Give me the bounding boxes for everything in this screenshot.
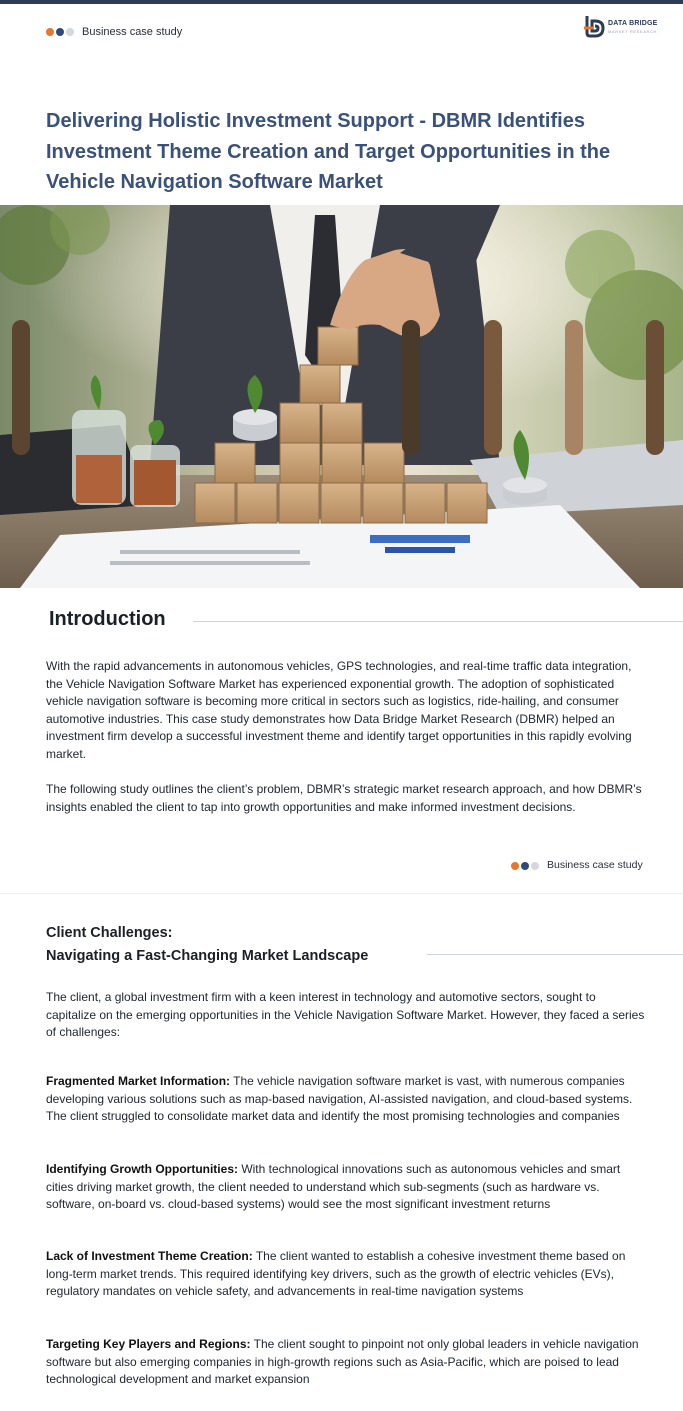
introduction-heading: Introduction bbox=[49, 608, 166, 630]
challenge-item-text: The client wanted to establish a cohesive investment theme based on long-term market trends. This required identifying key drivers, such as the growth of electric vehicles (EVs), regulatory mandates on vehicle safety, and advancements in real-time navigation systems bbox=[46, 1249, 626, 1299]
challenge-item-text: The client sought to pinpoint not only global leaders in vehicle navigation software but also emerging companies in high-growth regions such as Asia-Pacific, which are poised to lead technological development and market expansion bbox=[46, 1337, 639, 1387]
brand-dots-icon bbox=[511, 862, 539, 870]
logo-tagline: MARKET RESEARCH bbox=[608, 29, 657, 34]
challenges-heading-line-2: Navigating a Fast-Changing Market Landscape bbox=[46, 948, 369, 964]
hand-stacking-blocks-icon bbox=[0, 205, 683, 588]
page-title: Delivering Holistic Investment Support - DBMR Identifies Investment Theme Creation and Target Opportunities in the Vehicle Navigation Software Market bbox=[46, 110, 611, 193]
section-footer-tag bbox=[511, 859, 661, 873]
introduction-heading-rule bbox=[193, 621, 683, 622]
document-type-label: Business case study bbox=[82, 26, 183, 38]
brand-dots-icon bbox=[46, 28, 74, 36]
page-header bbox=[46, 20, 658, 44]
challenge-item-title: Targeting Key Players and Regions: bbox=[46, 1337, 251, 1351]
challenge-item bbox=[46, 1073, 650, 1126]
company-logo bbox=[584, 14, 658, 40]
challenges-intro: The client, a global investment firm with a keen interest in technology and automotive sectors, sought to capitalize on the emerging opportunities in the Vehicle Navigation Software Market. However, they faced a series of challenges: bbox=[46, 990, 645, 1040]
document-type-label: Business case study bbox=[547, 859, 643, 871]
hero-image bbox=[0, 205, 683, 588]
top-accent-bar bbox=[0, 0, 683, 4]
challenge-item bbox=[46, 1161, 650, 1214]
page-divider bbox=[0, 893, 683, 894]
challenge-item-title: Lack of Investment Theme Creation: bbox=[46, 1249, 253, 1263]
logo-mark-icon bbox=[584, 14, 606, 38]
challenges-heading-rule bbox=[427, 954, 683, 955]
challenge-item-title: Fragmented Market Information: bbox=[46, 1074, 231, 1088]
challenge-item-text: The vehicle navigation software market is vast, with numerous companies developing various solutions such as map-based navigation, AI-assisted navigation, and cloud-based systems. The client struggled to consolidate market data and identify the most promising technologies and companies bbox=[46, 1074, 633, 1124]
challenge-item-text: With technological innovations such as autonomous vehicles and smart cities driving market growth, the client needed to understand which sub-segments (such as hardware vs. software, on-board vs. cloud-based systems) would see the most significant investment returns bbox=[46, 1162, 621, 1212]
challenge-item bbox=[46, 1248, 650, 1301]
challenge-item bbox=[46, 1336, 650, 1389]
challenge-item-title: Identifying Growth Opportunities: bbox=[46, 1162, 238, 1176]
challenges-heading-line-1: Client Challenges: bbox=[46, 925, 173, 941]
introduction-paragraph-2: The following study outlines the client’s problem, DBMR’s strategic market research approach, and how DBMR’s insights enabled the client to tap into growth opportunities and make informed investment decisions. bbox=[46, 782, 642, 814]
challenges-heading bbox=[46, 922, 368, 968]
introduction-paragraph-1: With the rapid advancements in autonomous vehicles, GPS technologies, and real-time traffic data integration, the Vehicle Navigation Software Market has experienced exponential growth. The adoption of sophisticated vehicle navigation software is becoming more critical in sectors such as logistics, ride-hailing, and consumer automotive industries. This case study demonstrates how Data Bridge Market Research (DBMR) helped an investment firm develop a successful investment theme and identify target opportunities in this rapidly evolving market. bbox=[46, 659, 632, 761]
logo-wordmark: DATA BRIDGE bbox=[608, 20, 658, 27]
